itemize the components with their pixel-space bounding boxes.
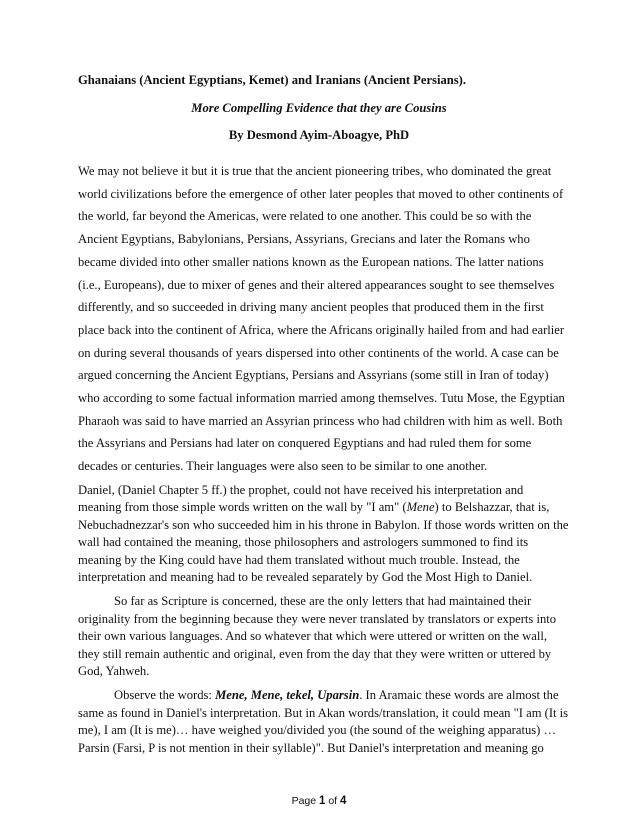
footer-total-pages: 4 [340, 795, 347, 807]
paragraph-daniel [78, 482, 568, 586]
text-line: So far as Scripture is concerned, these are the only letters that had maintained their [114, 594, 532, 609]
text-line: wall had contained the meaning, those philosophers and astrologers summoned to find its [78, 535, 529, 550]
text-line: meaning from those simple words written on the wall by "I am" (Mene) to Belshazzar, that is, [78, 500, 550, 515]
text-line: Daniel, (Daniel Chapter 5 ff.) the prophet, could not have received his interpretation and [78, 483, 524, 497]
emphasis-mene: Mene [406, 500, 435, 515]
text-line: decades or centuries. Their languages were also seen to be similar to one another. [78, 459, 488, 474]
page-footer [0, 795, 638, 807]
text-line: the world, far beyond the Americas, were related to one another. This could be so with the [78, 209, 532, 224]
text-line: originality from the beginning because they were never translated by translators or experts into [78, 611, 557, 626]
text-line: who according to some factual information married among themselves. Tutu Mose, the Egyptian [78, 391, 565, 406]
text-line: meaning by the King could have had them translated without much trouble. Instead, the [78, 552, 520, 567]
text-line: world civilizations before the emergence of other later peoples that moved to other continents of [78, 186, 564, 201]
text-line: (i.e., Europeans), due to mixer of genes and their altered appearances sought to see themselves [78, 277, 555, 292]
text-line: me), I am (It is me)… have weighed you/divided you (the sound of the weighing apparatus) … [78, 723, 557, 738]
text-line: Parsin (Farsi, P is not mention in their syllable)". But Daniel's interpretation and meaning go [78, 740, 544, 755]
paragraph-intro [78, 160, 564, 478]
paragraph-observe [78, 687, 568, 757]
document-subtitle: More Compelling Evidence that they are Cousins [191, 101, 447, 115]
text-line: interpretation and meaning had to be revealed separately by God the Most High to Daniel. [78, 570, 533, 585]
paragraph-scripture [78, 593, 568, 680]
text-line: God, Yahweh. [78, 664, 150, 679]
text-line: same as found in Daniel's interpretation. But in Akan words/translation, it could mean "I am (It is [78, 705, 569, 720]
text-line: differently, and so succeeded in driving many ancient peoples that produced them in the first [78, 300, 544, 315]
text-line: We may not believe it but it is true that the ancient pioneering tribes, who dominated the great [78, 164, 552, 178]
text-line: place back into the continent of Africa, where the Africans originally hailed from and had earlier [78, 322, 565, 337]
text-line: the Assyrians and Persians had later on conquered Egyptians and had ruled them for some [78, 436, 532, 451]
text-line: Pharaoh was said to have married an Assyrian princess who had children with him as well. Both [78, 413, 563, 428]
text-line: argued concerning the Ancient Egyptians, Persians and Assyrians (some still in Iran of today) [78, 368, 549, 383]
text-line: became divided into other smaller nations known as the European nations. The latter nations [78, 254, 544, 269]
footer-page-label: Page [291, 795, 317, 807]
footer-page-number: 1 [319, 795, 326, 807]
text-line: Ancient Egyptians, Babylonians, Persians, Assyrians, Grecians and later the Romans who [78, 232, 530, 247]
emphasis-words: Mene, Mene, tekel, Uparsin [215, 688, 360, 703]
text-line: they still remain authentic and original, even from the day that they were written or uttered by [78, 646, 552, 661]
document-title: Ghanaians (Ancient Egyptians, Kemet) and Iranians (Ancient Persians). [78, 73, 466, 87]
footer-of-label: of [328, 795, 338, 807]
text-line: on during several thousands of years dispersed into other continents of the world. A case can be [78, 345, 559, 360]
text-line: Nebuchadnezzar's son who succeeded him in his throne in Babylon. If those words written on the [78, 517, 569, 532]
document-author: By Desmond Ayim-Aboagye, PhD [228, 128, 410, 142]
text-line: Observe the words: Mene, Mene, tekel, Uparsin. In Aramaic these words are almost the [114, 688, 559, 703]
document-body [78, 482, 568, 757]
text-line: their own various languages. And so whatever that which were uttered or written on the wall, [78, 629, 547, 644]
